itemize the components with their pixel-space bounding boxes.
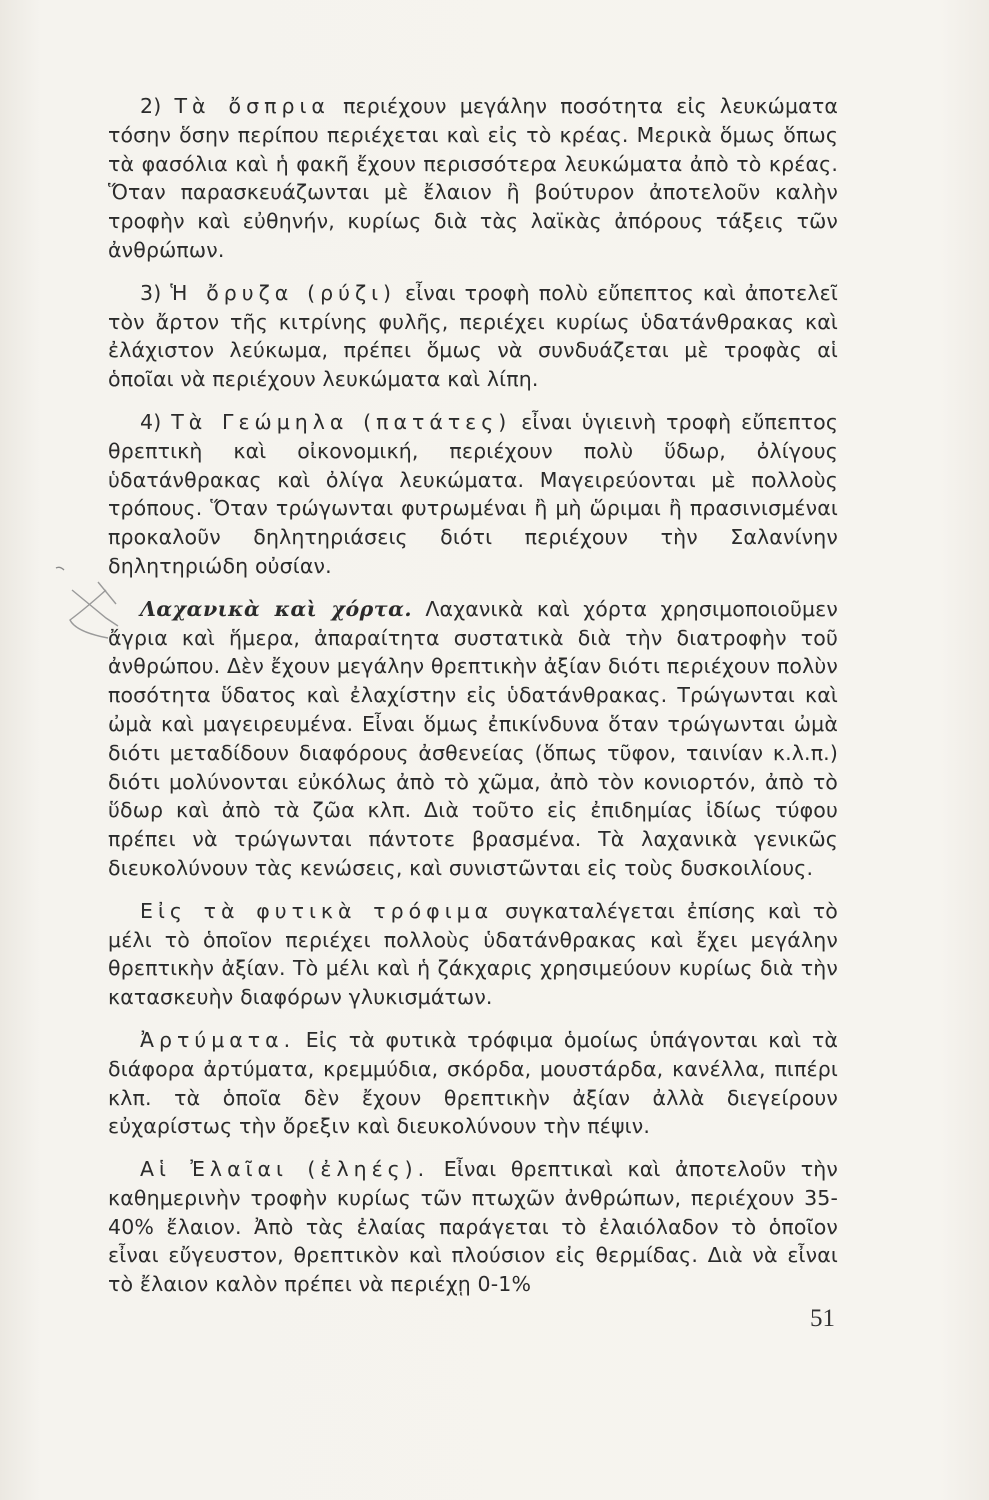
page-number: 51 (810, 1305, 835, 1332)
paragraph-number: 4) (140, 409, 162, 434)
paragraph-text: συγκαταλέγεται ἐπίσης καὶ τὸ μέλι τὸ ὁποῖον περιέχει πολλοὺς ὑδατάνθρακας καὶ ἔχει μεγάλην θρεπτικὴν ἀξίαν. Τὸ μέλι καὶ ἡ ζάκχαρις χρησιμεύουν κυρίως διὰ τὴν κατασκευὴν διαφόρων γλυκισμάτων. (108, 898, 838, 1010)
paragraph-legumes (108, 92, 838, 265)
paragraph-potatoes (108, 408, 838, 581)
paragraph-text: Εἶναι θρεπτικαὶ καὶ ἀποτελοῦν τὴν καθημερινὴν τροφὴν κυρίως τῶν πτωχῶν ἀνθρώπων, περιέχουν 35-40% ἔλαιον. Ἀπὸ τὰς ἐλαίας παράγεται τὸ ἐλαιόλαδον τὸ ὁποῖον εἶναι εὔγευστον, θρεπτικὸν καὶ πλούσιον εἰς θερμίδας. Διὰ νὰ εἶναι τὸ ἔλαιον καλὸν πρέπει νὰ περιέχῃ 0-1% (108, 1157, 838, 1297)
paragraph-term: Τὰ Γεώμηλα (πατάτες) (171, 409, 512, 434)
paragraph-olives (108, 1155, 838, 1299)
paragraph-number: 2) (140, 94, 162, 118)
paragraph-text: περιέχουν μεγάλην ποσότητα εἰς λευκώματα τόσην ὅσην περίπου περιέχεται καὶ εἰς τὸ κρέας. Μερικὰ ὅμως ὅπως τὰ φασόλια καὶ ἡ φακῆ ἔχουν περισσότερα λευκώματα ἀπὸ τὸ κρέας. Ὅταν παρασκευάζωνται μὲ ἔλαιον ἢ βούτυρον ἀποτελοῦν καλὴν τροφὴν καὶ εὐθηνήν, κυρίως διὰ τὰς λαϊκὰς ἀπόρους τάξεις τῶν ἀνθρώπων. (108, 94, 838, 262)
paragraph-text: εἶναι ὑγιεινὴ τροφὴ εὔπεπτος θρεπτικὴ καὶ οἰκονομική, περιέχουν πολὺ ὕδωρ, ὀλίγους ὑδατάνθρακας καὶ ὀλίγα λευκώματα. Μαγειρεύονται μὲ πολλοὺς τρόπους. Ὅταν τρώγωνται φυτρωμέναι ἢ μὴ ὥριμαι ἢ πρασινισμέναι προκαλοῦν δηλητηριάσεις διότι περιέχουν τὴν Σαλανίνην δηλητηριώδη οὐσίαν. (108, 409, 838, 578)
paragraph-honey (108, 897, 838, 1012)
paragraph-number: 3) (140, 280, 162, 305)
paragraph-condiments (108, 1026, 838, 1141)
paragraph-text: Εἰς τὰ φυτικὰ τρόφιμα ὁμοίως ὑπάγονται καὶ τὰ διάφορα ἀρτύματα, κρεμμύδια, σκόρδα, μουστάρδα, κανέλλα, πιπέρι κλπ. τὰ ὁποῖα δὲν ἔχουν θρεπτικὴν ἀξίαν ἀλλὰ διεγείρουν εὐχαρίστως τὴν ὄρεξιν καὶ διευκολύνουν τὴν πέψιν. (108, 1027, 838, 1139)
paragraph-rice (108, 279, 838, 394)
paragraph-heading: Λαχανικὰ καὶ χόρτα. (140, 596, 412, 621)
paragraph-term: Ἡ ὄρυζα (ρύζι) (170, 280, 397, 305)
paragraph-term: Τὰ ὄσπρια (174, 94, 330, 118)
paragraph-vegetables (108, 595, 838, 883)
paragraph-term: Εἰς τὰ φυτικὰ τρόφιμα (140, 898, 494, 923)
paragraph-text: εἶναι τροφὴ πολὺ εὔπεπτος καὶ ἀποτελεῖ τὸν ἄρτον τῆς κιτρίνης φυλῆς, περιέχει κυρίως ὑδατάνθρακας καὶ ἐλάχιστον λεύκωμα, πρέπει ὅμως νὰ συνδυάζεται μὲ τροφὰς αἱ ὁποῖαι νὰ περιέχουν λευκώματα καὶ λίπη. (108, 280, 838, 392)
paragraph-term: Αἱ Ἐλαῖαι (ἐληές). (140, 1157, 430, 1182)
paragraph-text: Λαχανικὰ καὶ χόρτα χρησιμοποιοῦμεν ἄγρια καὶ ἥμερα, ἀπαραίτητα συστατικὰ διὰ τὴν διατροφὴν τοῦ ἀνθρώπου. Δὲν ἔχουν μεγάλην θρεπτικὴν ἀξίαν διότι περιέχουν πολὺν ποσότητα ὕδατος καὶ ἐλαχίστην εἰς ὑδατάνθρακας. Τρώγωνται καὶ ὠμὰ καὶ μαγειρευμένα. Εἶναι ὅμως ἐπικίνδυνα ὅταν τρώγωνται ὠμὰ διότι μεταδίδουν διαφόρους ἀσθενείας (ὅπως τῦφον, ταινίαν κ.λ.π.) διότι μολύνονται εὐκόλως ἀπὸ τὸ χῶμα, ἀπὸ τὸν κονιορτόν, ἀπὸ τὸ ὕδωρ καὶ ἀπὸ τὰ ζῶα κλπ. Διὰ τοῦτο εἰς ἐπιδημίας ἰδίως τύφου πρέπει νὰ τρώγωνται πάντοτε βρασμένα. Τὰ λαχανικὰ γενικῶς διευκολύνουν τὰς κενώσεις, καὶ συνιστῶνται εἰς τοὺς δυσκοιλίους. (108, 596, 838, 880)
body-text (108, 92, 838, 1313)
paragraph-term: Ἀρτύματα. (140, 1027, 296, 1052)
